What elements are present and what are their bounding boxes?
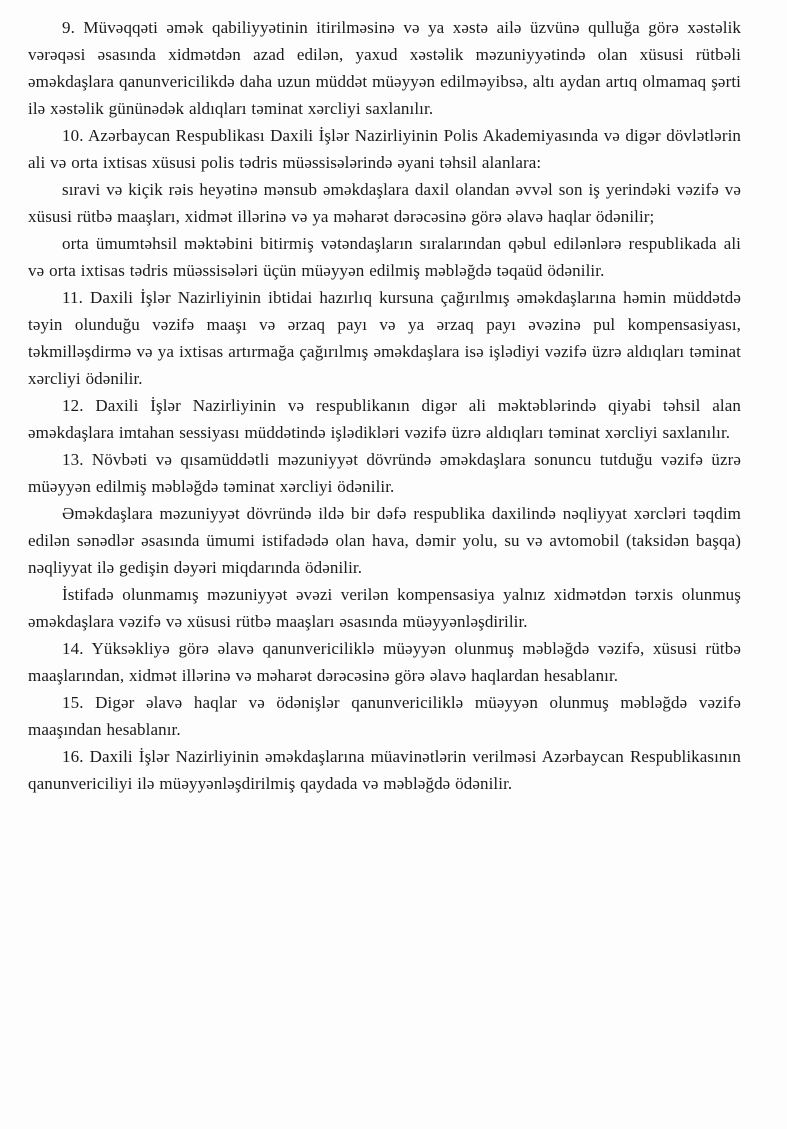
paragraph: 16. Daxili İşlər Nazirliyinin əməkdaşlarına müavinətlərin verilməsi Azərbaycan Respublikasının qanunvericiliyi ilə müəyyənləşdirilmiş qaydada və məbləğdə ödənilir. — [28, 747, 741, 793]
paragraph: 15. Digər əlavə haqlar və ödənişlər qanunvericiliklə müəyyən olunmuş məbləğdə vəzifə maaşından hesablanır. — [28, 693, 741, 739]
paragraph: orta ümumtəhsil məktəbini bitirmiş vətəndaşların sıralarından qəbul edilənlərə respublikada ali və orta ixtisas tədris müəssisələri üçün müəyyən edilmiş məbləğdə təqaüd ödənilir. — [28, 234, 741, 280]
paragraph: 10. Azərbaycan Respublikası Daxili İşlər Nazirliyinin Polis Akademiyasında və digər dövlətlərin ali və orta ixtisas xüsusi polis tədris müəssisələrində əyani təhsil alanlara: — [28, 126, 741, 172]
paragraph: İstifadə olunmamış məzuniyyət əvəzi verilən kompensasiya yalnız xidmətdən tərxis olunmuş əməkdaşlara vəzifə və xüsusi rütbə maaşları əsasında müəyyənləşdirilir. — [28, 585, 741, 631]
paragraph: Əməkdaşlara məzuniyyət dövründə ildə bir dəfə respublika daxilində nəqliyyat xərcləri təqdim edilən sənədlər əsasında ümumi istifadədə olan hava, dəmir yolu, su və avtomobil (taksidən başqa) nəqliyyat ilə gedişin dəyəri miqdarında ödənilir. — [28, 504, 741, 577]
paragraph: 9. Müvəqqəti əmək qabiliyyətinin itirilməsinə və ya xəstə ailə üzvünə qulluğa görə xəstəlik vərəqəsi əsasında xidmətdən azad edilən, yaxud xəstəlik məzuniyyətində olan xüsusi rütbəli əməkdaşlara qanunvericilikdə daha uzun müddət müəyyən edilməyibsə, altı aydan artıq olmamaq şərti ilə xəstəlik gününədək aldıqları təminat xərcliyi saxlanılır. — [28, 18, 741, 118]
paragraph: 13. Növbəti və qısamüddətli məzuniyyət dövründə əməkdaşlara sonuncu tutduğu vəzifə üzrə müəyyən edilmiş məbləğdə təminat xərcliyi ödənilir. — [28, 450, 741, 496]
paragraph: 14. Yüksəkliyə görə əlavə qanunvericiliklə müəyyən olunmuş məbləğdə vəzifə, xüsusi rütbə maaşlarından, xidmət illərinə və məharət dərəcəsinə görə əlavə haqlardan hesablanır. — [28, 639, 741, 685]
paragraph: 11. Daxili İşlər Nazirliyinin ibtidai hazırlıq kursuna çağırılmış əməkdaşlarına həmin müddətdə təyin olunduğu vəzifə maaşı və ərzaq payı və ya ərzaq payı əvəzinə pul kompensasiyası, təkmilləşdirmə və ya ixtisas artırmağa çağırılmış əməkdaşlara isə işlədiyi vəzifə üzrə aldıqları təminat xərcliyi ödənilir. — [28, 288, 741, 388]
paragraph: 12. Daxili İşlər Nazirliyinin və respublikanın digər ali məktəblərində qiyabi təhsil alan əməkdaşlara imtahan sessiyası müddətində işlədikləri vəzifə üzrə aldıqları təminat xərcliyi saxlanılır. — [28, 396, 741, 442]
paragraph: sıravi və kiçik rəis heyətinə mənsub əməkdaşlara daxil olandan əvvəl son iş yerindəki vəzifə və xüsusi rütbə maaşları, xidmət illərinə və ya məharət dərəcəsinə görə əlavə haqlar ödənilir; — [28, 180, 741, 226]
